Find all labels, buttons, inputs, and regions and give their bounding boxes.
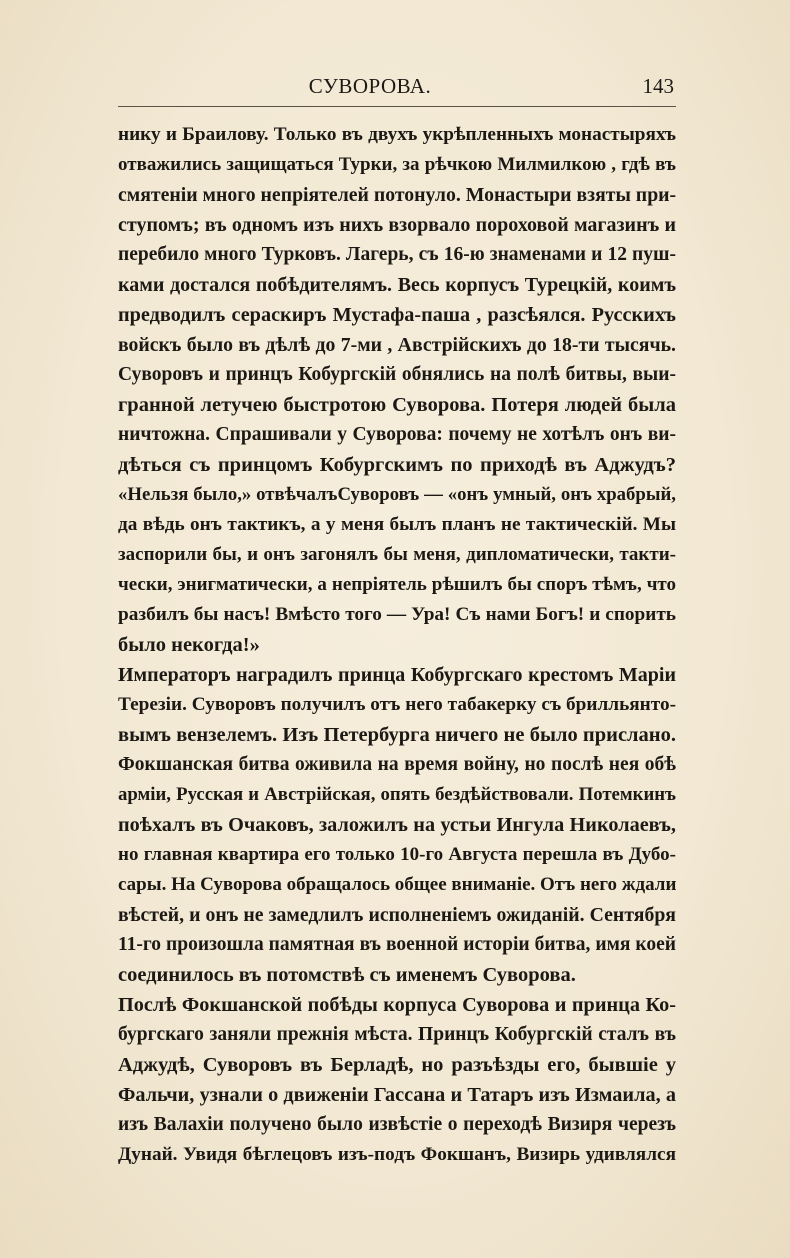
text-line: ничтожна. Спрашивали у Суворова: почему не хотѣлъ онъ ви-: [118, 424, 676, 445]
text-line: перебило много Турковъ. Лагерь, съ 16-ю знаменами и 12 пуш-: [118, 244, 676, 265]
text-line: Дунай. Увидя бѣглецовъ изъ-подъ Фокшанъ, Визирь удивлялся: [118, 1144, 676, 1165]
text-line: вымъ вензелемъ. Изъ Петербурга ничего не было прислано.: [118, 724, 676, 746]
text-line: предводилъ сераскиръ Мустафа-паша , разсѣялся. Русскихъ: [118, 304, 676, 326]
text-line: отважились защищаться Турки, за рѣчкою Милмилкою , гдѣ въ: [118, 154, 676, 175]
text-line: сары. На Суворова обращалось общее вниманіе. Отъ него ждали: [118, 874, 677, 895]
text-line: дѣться съ принцомъ Кобургскимъ по приходѣ въ Аджудъ?: [118, 454, 676, 476]
page-header: [0, 74, 790, 104]
text-line: войскъ было въ дѣлѣ до 7-ми , Австрійскихъ до 18-ти тысячь.: [118, 334, 676, 356]
text-line: да вѣдь онъ тактикъ, а у меня былъ планъ не тактическій. Мы: [118, 514, 676, 535]
text-line: смятеніи много непріятелей потонуло. Монастыри взяты при-: [118, 184, 677, 206]
text-line: нику и Браилову. Только въ двухъ укрѣпленныхъ монастыряхъ: [118, 124, 676, 145]
text-line: «Нельзя было,» отвѣчалъСуворовъ — «онъ умный, онъ храбрый,: [118, 484, 676, 505]
text-line: изъ Валахіи получено было извѣстіе о переходѣ Визиря черезъ: [118, 1114, 676, 1135]
page-number: 143: [642, 74, 674, 98]
text-line: ками достался побѣдителямъ. Весь корпусъ Турецкій, коимъ: [118, 274, 676, 296]
text-line: разбилъ бы насъ! Вмѣсто того — Ура! Съ нами Богъ! и спорить: [118, 604, 676, 625]
text-line: Фокшанская битва оживила на время войну, но послѣ нея обѣ: [118, 754, 676, 775]
text-line: поѣхалъ въ Очаковъ, заложилъ на устьи Ингула Николаевъ,: [118, 814, 676, 836]
text-line: Императоръ наградилъ принца Кобургскаго крестомъ Маріи: [118, 664, 676, 686]
text-line: Аджудѣ, Суворовъ въ Берладѣ, но разъѣзды его, бывшіе у: [118, 1054, 676, 1076]
text-line: 11-го произошла памятная въ военной исторіи битва, имя коей: [118, 934, 676, 955]
text-line: арміи, Русская и Австрійская, опять бездѣйствовали. Потемкинъ: [118, 784, 676, 805]
text-line: соединилось въ потомствѣ съ именемъ Суворова.: [118, 964, 576, 986]
text-line: заспорили бы, и онъ загонялъ бы меня, дипломатически, такти-: [118, 544, 676, 565]
text-line: Суворовъ и принцъ Кобургскій обнялись на полѣ битвы, выи-: [118, 364, 676, 385]
text-line: Фальчи, узнали о движеніи Гассана и Татаръ изъ Измаила, а: [118, 1084, 676, 1106]
text-line: вѣстей, и онъ не замедлилъ исполненіемъ ожиданій. Сентября: [118, 904, 676, 926]
text-line: но главная квартира его только 10-го Августа перешла въ Дубо-: [118, 844, 676, 865]
body-text: [118, 120, 676, 1170]
text-line: Послѣ Фокшанской побѣды корпуса Суворова и принца Ко-: [118, 994, 676, 1016]
text-line: гранной летучею быстротою Суворова. Потеря людей была: [118, 394, 676, 416]
header-rule: [118, 106, 676, 107]
text-line: Терезіи. Суворовъ получилъ отъ него табакерку съ брилльянто-: [118, 694, 676, 715]
text-line: бургскаго заняли прежнія мѣста. Принцъ Кобургскій сталъ въ: [118, 1024, 676, 1045]
text-line: ступомъ; въ одномъ изъ нихъ взорвало пороховой магазинъ и: [118, 214, 676, 236]
text-line: чески, энигматически, а непріятель рѣшилъ бы споръ тѣмъ, что: [118, 574, 676, 595]
running-title: СУВОРОВА.: [308, 74, 432, 98]
text-line: было некогда!»: [118, 634, 260, 656]
